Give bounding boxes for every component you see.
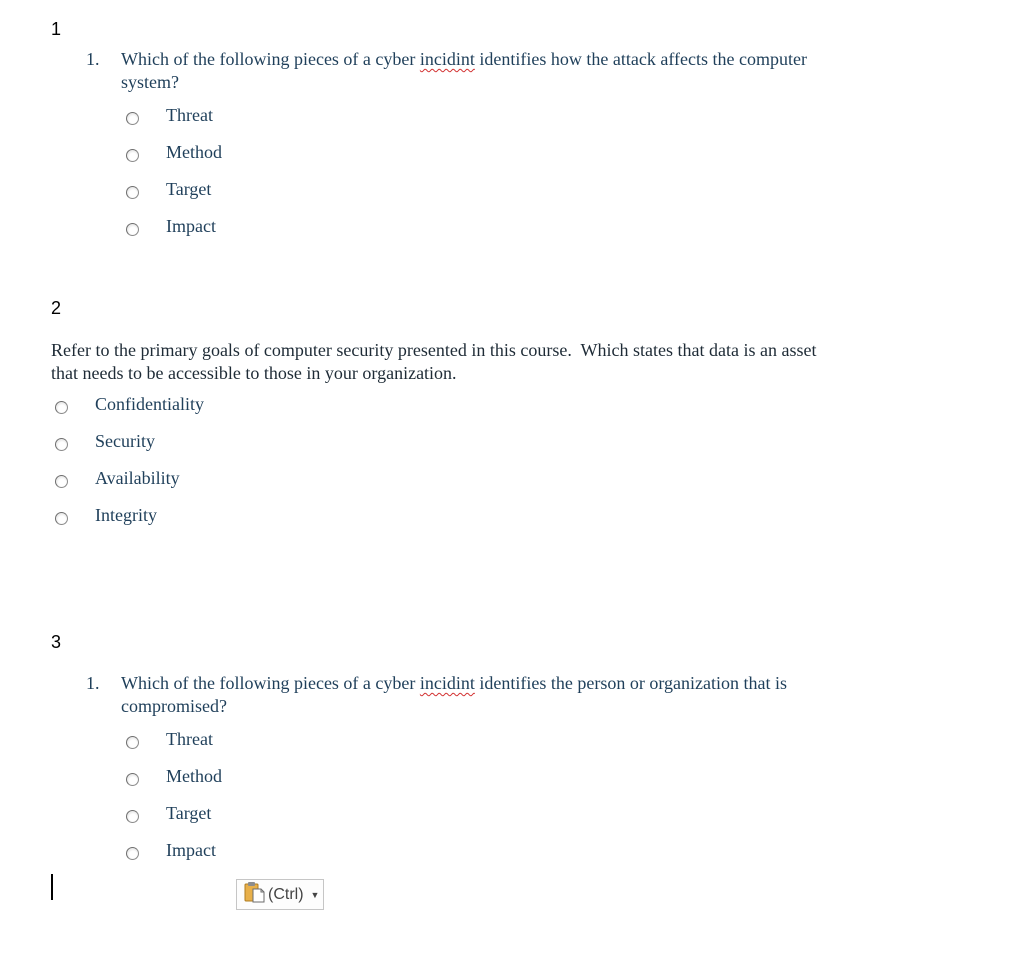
question-text-part: Which of the following pieces of a cyber xyxy=(121,673,420,693)
question-text-part: system? xyxy=(121,72,179,92)
option-label: Security xyxy=(95,431,155,451)
radio-button[interactable] xyxy=(55,401,68,414)
question-text-part: identifies how the attack affects the computer xyxy=(474,49,807,69)
option-label: Impact xyxy=(166,216,216,236)
radio-button[interactable] xyxy=(126,847,139,860)
paste-options-label: (Ctrl) xyxy=(268,885,304,903)
radio-button[interactable] xyxy=(55,475,68,488)
radio-button[interactable] xyxy=(126,773,139,786)
radio-button[interactable] xyxy=(55,512,68,525)
radio-button[interactable] xyxy=(126,186,139,199)
question-text-part: compromised? xyxy=(121,696,227,716)
option-label: Threat xyxy=(166,729,213,749)
misspelled-word[interactable]: incidint xyxy=(419,673,475,693)
clipboard-paste-icon xyxy=(244,881,266,908)
list-marker: 1. xyxy=(86,49,100,69)
question-text-part: Which of the following pieces of a cyber xyxy=(121,49,420,69)
question-number: 2 xyxy=(51,298,62,318)
question-text-part: Refer to the primary goals of computer security presented in this course. Which states that data is an asset xyxy=(51,340,817,360)
question-text-part: identifies the person or organization that is xyxy=(474,673,787,693)
question-text xyxy=(121,48,941,94)
option-label: Confidentiality xyxy=(95,394,204,414)
question-number: 1 xyxy=(51,19,62,39)
option-label: Target xyxy=(166,803,212,823)
paste-options-button[interactable] xyxy=(236,879,324,910)
option-label: Impact xyxy=(166,840,216,860)
list-marker: 1. xyxy=(86,673,100,693)
radio-button[interactable] xyxy=(55,438,68,451)
misspelled-word[interactable]: incidint xyxy=(419,49,475,69)
option-label: Availability xyxy=(95,468,180,488)
option-label: Target xyxy=(166,179,212,199)
question-text-part: that needs to be accessible to those in your organization. xyxy=(51,363,457,383)
radio-button[interactable] xyxy=(126,112,139,125)
question-text xyxy=(51,339,1011,385)
radio-button[interactable] xyxy=(126,810,139,823)
radio-button[interactable] xyxy=(126,223,139,236)
option-label: Method xyxy=(166,142,222,162)
question-text xyxy=(121,672,941,718)
option-label: Integrity xyxy=(95,505,157,525)
text-cursor xyxy=(51,874,53,900)
radio-button[interactable] xyxy=(126,149,139,162)
option-label: Method xyxy=(166,766,222,786)
caret-down-icon: ▼ xyxy=(310,889,320,900)
option-label: Threat xyxy=(166,105,213,125)
question-number: 3 xyxy=(51,632,62,652)
radio-button[interactable] xyxy=(126,736,139,749)
